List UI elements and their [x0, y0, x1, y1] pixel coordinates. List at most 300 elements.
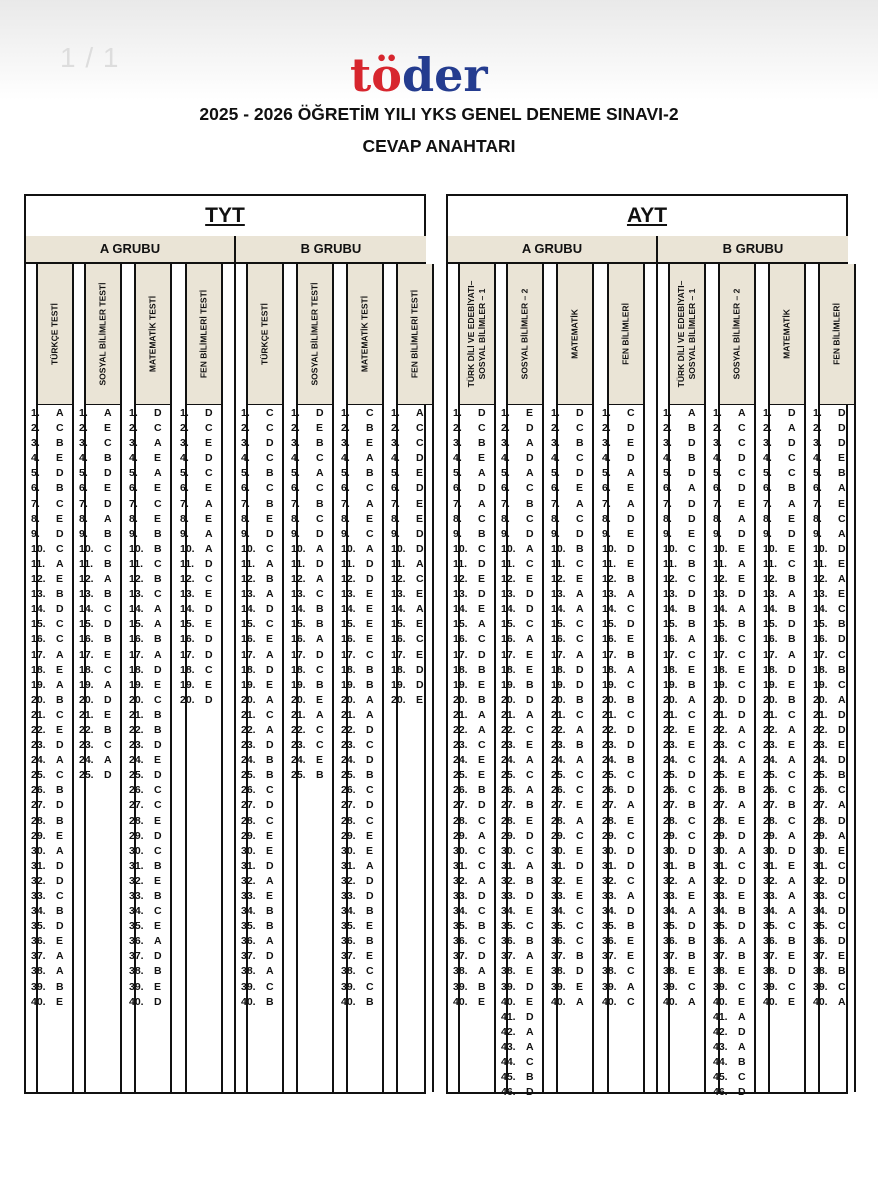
answer-letter: B [266, 995, 274, 1008]
answer-row [291, 738, 341, 753]
answer-letter: D [788, 844, 796, 857]
answer-letter: D [154, 739, 162, 752]
question-number: 35. [341, 920, 356, 933]
answer-row [129, 768, 179, 783]
question-number: 32. [129, 874, 144, 887]
answer-letter: E [316, 422, 324, 435]
question-number: 2. [341, 422, 350, 435]
answer-letter: E [526, 663, 534, 676]
answer-letter: C [526, 769, 534, 782]
answer-letter: C [526, 557, 534, 570]
question-number: 26. [763, 784, 778, 797]
answer-letter: E [366, 950, 374, 963]
answer-row [129, 723, 179, 738]
answer-row [31, 904, 81, 919]
question-number: 11. [602, 557, 617, 570]
question-number: 18. [391, 663, 406, 676]
answer-row [713, 678, 763, 693]
answer-letter: A [576, 814, 584, 827]
answer-row [602, 663, 652, 678]
answer-row [501, 572, 551, 587]
answer-letter: B [266, 920, 274, 933]
question-number: 20. [79, 693, 94, 706]
question-number: 36. [31, 935, 46, 948]
question-number: 44. [501, 1056, 516, 1069]
question-number: 21. [291, 708, 306, 721]
answer-row [663, 844, 713, 859]
answer-letter: D [627, 723, 635, 736]
answer-row [129, 497, 179, 512]
question-number: 39. [31, 980, 46, 993]
question-number: 7. [180, 497, 189, 510]
column-header [609, 264, 643, 405]
question-number: 39. [663, 980, 678, 993]
answer-row [391, 648, 441, 663]
question-number: 26. [453, 784, 468, 797]
answer-letter: B [154, 527, 162, 540]
answer-letter: E [366, 512, 374, 525]
answer-row [79, 451, 129, 466]
question-number: 5. [713, 467, 722, 480]
answer-letter: C [627, 708, 635, 721]
question-number: 21. [241, 708, 256, 721]
question-number: 25. [763, 769, 778, 782]
question-number: 6. [501, 482, 510, 495]
answer-row [31, 889, 81, 904]
question-number: 1. [391, 407, 400, 419]
answer-row [79, 663, 129, 678]
answer-row [341, 481, 391, 496]
answer-letter: D [366, 799, 374, 812]
question-number: 32. [713, 874, 728, 887]
question-number: 38. [763, 965, 778, 978]
answer-letter: D [478, 407, 486, 419]
answer-letter: C [316, 723, 324, 736]
question-number: 33. [453, 890, 468, 902]
answer-row [79, 436, 129, 451]
answer-row [501, 512, 551, 527]
answer-row [31, 919, 81, 934]
answer-letter: A [104, 573, 112, 586]
answer-letter: A [478, 965, 486, 978]
answer-letter: E [316, 693, 324, 706]
column-header [136, 264, 170, 405]
question-number: 38. [129, 965, 144, 978]
answer-row [129, 738, 179, 753]
answer-row [813, 678, 863, 693]
question-number: 12. [341, 573, 356, 586]
answer-row [31, 663, 81, 678]
toder-logo [350, 50, 530, 100]
question-number: 7. [763, 497, 772, 510]
question-number: 17. [129, 648, 144, 661]
answer-row [713, 980, 763, 995]
answer-row [241, 753, 291, 768]
answer-letter: A [576, 497, 584, 510]
answer-row [180, 436, 230, 451]
answer-letter: C [688, 573, 696, 586]
answer-letter: C [838, 678, 846, 691]
answer-row [79, 768, 129, 783]
question-number: 5. [31, 467, 40, 480]
answer-letter: E [627, 557, 635, 570]
answer-row [763, 995, 813, 1010]
answer-row [501, 527, 551, 542]
question-number: 6. [551, 482, 560, 495]
question-number: 25. [551, 769, 566, 782]
question-number: 26. [341, 784, 356, 797]
question-number: 19. [341, 678, 356, 691]
question-number: 39. [813, 980, 828, 993]
answer-row [551, 889, 601, 904]
answer-row [763, 512, 813, 527]
answer-row [501, 753, 551, 768]
question-number: 7. [31, 497, 40, 510]
answer-letter: E [788, 512, 796, 525]
question-number: 32. [763, 874, 778, 887]
answer-letter: E [788, 859, 796, 872]
column-label: MATEMATİK [569, 309, 580, 359]
answer-row [663, 542, 713, 557]
answer-letter: C [788, 708, 796, 721]
question-number: 28. [551, 814, 566, 827]
answer-row [453, 904, 503, 919]
question-number: 37. [663, 950, 678, 963]
answer-row [763, 481, 813, 496]
question-number: 18. [501, 663, 516, 676]
answer-row [813, 527, 863, 542]
question-number: 35. [551, 920, 566, 933]
answer-letter: A [788, 648, 796, 661]
question-number: 4. [129, 452, 138, 465]
answer-letter: A [627, 588, 635, 601]
answer-row [813, 798, 863, 813]
answer-letter: C [266, 542, 274, 555]
answer-letter: A [316, 708, 324, 721]
answer-row [180, 663, 230, 678]
answer-letter: B [266, 754, 274, 767]
question-number: 5. [663, 467, 672, 480]
answer-row [663, 421, 713, 436]
answer-letter: B [576, 739, 584, 752]
answer-letter: B [154, 573, 162, 586]
answer-letter: C [838, 890, 846, 902]
answer-row [602, 919, 652, 934]
answer-row [129, 663, 179, 678]
question-number: 17. [31, 648, 46, 661]
answer-letter: C [266, 618, 274, 631]
question-number: 7. [241, 497, 250, 510]
question-number: 39. [453, 980, 468, 993]
answer-row [291, 708, 341, 723]
answer-letter: E [266, 829, 274, 842]
answer-row [241, 783, 291, 798]
answer-row [551, 663, 601, 678]
answer-letter: C [478, 739, 486, 752]
answer-letter: E [205, 588, 213, 601]
answer-letter: E [154, 920, 162, 933]
answer-letter: D [56, 739, 64, 752]
answer-letter: A [576, 588, 584, 601]
question-number: 46. [713, 1086, 728, 1099]
question-number: 22. [341, 723, 356, 736]
answer-row [341, 995, 391, 1010]
question-number: 23. [813, 739, 828, 752]
answer-row [129, 421, 179, 436]
question-number: 17. [713, 648, 728, 661]
question-number: 29. [453, 829, 468, 842]
answer-row [602, 768, 652, 783]
question-number: 23. [241, 739, 256, 752]
answer-letter: A [526, 1025, 534, 1038]
answer-letter: B [104, 723, 112, 736]
answer-letter: A [366, 542, 374, 555]
answer-letter: A [416, 557, 424, 570]
answer-letter: C [154, 422, 162, 435]
question-number: 23. [31, 739, 46, 752]
answer-row [341, 436, 391, 451]
question-number: 24. [31, 754, 46, 767]
answer-letter: E [154, 980, 162, 993]
answer-letter: B [56, 482, 64, 495]
answer-row [763, 572, 813, 587]
question-number: 31. [31, 859, 46, 872]
answer-letter: C [738, 1071, 746, 1084]
question-number: 36. [341, 935, 356, 948]
answer-row [713, 512, 763, 527]
answer-column [453, 264, 496, 1092]
answer-column [763, 264, 806, 1092]
question-number: 12. [291, 573, 306, 586]
answer-letter: E [56, 723, 64, 736]
answer-letter: A [738, 1010, 746, 1023]
answer-letter: B [56, 784, 64, 797]
question-number: 9. [551, 527, 560, 540]
answer-letter: B [154, 859, 162, 872]
question-number: 36. [501, 935, 516, 948]
answer-letter: C [205, 422, 213, 435]
answer-row [551, 587, 601, 602]
answer-row [453, 678, 503, 693]
answer-row [31, 421, 81, 436]
column-header [820, 264, 854, 405]
question-number: 28. [663, 814, 678, 827]
question-number: 14. [129, 603, 144, 616]
answer-row [602, 874, 652, 889]
answer-row [663, 406, 713, 421]
answer-row [180, 602, 230, 617]
answer-row [241, 874, 291, 889]
answer-letter: A [688, 633, 696, 646]
answer-letter: B [366, 422, 374, 435]
question-number: 30. [31, 844, 46, 857]
answer-letter: C [788, 452, 796, 465]
answer-letter: A [526, 437, 534, 450]
answer-row [763, 587, 813, 602]
answer-letter: A [316, 467, 324, 480]
answer-letter: A [738, 557, 746, 570]
answer-letter: A [738, 512, 746, 525]
answer-row [713, 466, 763, 481]
question-number: 6. [813, 482, 822, 495]
question-number: 6. [180, 482, 189, 495]
answer-row [813, 889, 863, 904]
question-number: 6. [129, 482, 138, 495]
question-number: 14. [501, 603, 516, 616]
question-number: 43. [713, 1040, 728, 1053]
question-number: 11. [31, 557, 46, 570]
answer-list [180, 406, 230, 708]
question-number: 3. [79, 437, 88, 450]
question-number: 20. [602, 693, 617, 706]
question-number: 23. [501, 739, 516, 752]
question-number: 10. [501, 542, 516, 555]
answer-letter: E [205, 437, 213, 450]
answer-letter: B [478, 437, 486, 450]
answer-row [713, 859, 763, 874]
question-number: 11. [813, 557, 828, 570]
answer-letter: D [576, 859, 584, 872]
answer-letter: A [366, 859, 374, 872]
answer-letter: E [788, 542, 796, 555]
question-number: 29. [713, 829, 728, 842]
answer-row [663, 527, 713, 542]
question-number: 7. [501, 497, 510, 510]
question-number: 8. [551, 512, 560, 525]
answer-list [129, 406, 179, 1010]
question-number: 22. [663, 723, 678, 736]
question-number: 12. [129, 573, 144, 586]
answer-letter: E [688, 527, 696, 540]
answer-letter: E [154, 754, 162, 767]
question-number: 30. [341, 844, 356, 857]
answer-row [763, 768, 813, 783]
question-number: 4. [391, 452, 400, 465]
question-number: 12. [551, 573, 566, 586]
answer-letter: B [366, 769, 374, 782]
answer-row [453, 572, 503, 587]
answer-row [341, 617, 391, 632]
answer-letter: C [688, 708, 696, 721]
answer-row [180, 678, 230, 693]
answer-row [663, 995, 713, 1010]
question-number: 31. [501, 859, 516, 872]
question-number: 13. [813, 588, 828, 601]
question-number: 38. [341, 965, 356, 978]
answer-row [31, 602, 81, 617]
answer-row [713, 814, 763, 829]
column-label: TÜRKÇE TESTİ [259, 303, 270, 365]
answer-letter: A [154, 618, 162, 631]
answer-row [663, 738, 713, 753]
answer-letter: C [627, 995, 635, 1008]
answer-row [713, 648, 763, 663]
answer-row [453, 738, 503, 753]
answer-list [79, 406, 129, 783]
answer-row [79, 557, 129, 572]
answer-letter: C [205, 573, 213, 586]
answer-row [341, 783, 391, 798]
answer-row [291, 617, 341, 632]
question-number: 2. [129, 422, 138, 435]
question-number: 25. [341, 769, 356, 782]
question-number: 8. [453, 512, 462, 525]
answer-row [79, 542, 129, 557]
answer-letter: A [788, 497, 796, 510]
answer-row [602, 421, 652, 436]
question-number: 40. [813, 995, 828, 1008]
answer-row [180, 512, 230, 527]
answer-letter: E [788, 950, 796, 963]
answer-letter: D [788, 527, 796, 540]
answer-list [602, 406, 652, 1010]
question-number: 22. [31, 723, 46, 736]
answer-letter: C [416, 573, 424, 586]
question-number: 2. [602, 422, 611, 435]
question-number: 4. [291, 452, 300, 465]
answer-letter: D [154, 769, 162, 782]
question-number: 17. [180, 648, 195, 661]
answer-letter: A [788, 754, 796, 767]
answer-letter: D [738, 527, 746, 540]
answer-letter: D [266, 663, 274, 676]
question-number: 23. [551, 739, 566, 752]
answer-row [763, 663, 813, 678]
answer-letter: A [576, 995, 584, 1008]
answer-row [291, 663, 341, 678]
answer-letter: C [738, 980, 746, 993]
answer-letter: A [738, 407, 746, 419]
answer-row [129, 889, 179, 904]
answer-row [551, 693, 601, 708]
question-number: 17. [79, 648, 94, 661]
question-number: 33. [341, 890, 356, 902]
answer-letter: C [56, 769, 64, 782]
answer-row [713, 421, 763, 436]
column-header [348, 264, 382, 405]
question-number: 25. [291, 769, 306, 782]
question-number: 38. [31, 965, 46, 978]
question-number: 36. [713, 935, 728, 948]
answer-row [663, 874, 713, 889]
answer-letter: B [316, 618, 324, 631]
question-number: 17. [341, 648, 356, 661]
answer-row [31, 768, 81, 783]
answer-letter: B [154, 965, 162, 978]
answer-letter: A [627, 980, 635, 993]
question-number: 3. [663, 437, 672, 450]
answer-letter: C [738, 467, 746, 480]
answer-row [31, 527, 81, 542]
answer-list [663, 406, 713, 1010]
answer-letter: D [154, 995, 162, 1008]
question-number: 29. [129, 829, 144, 842]
answer-row [602, 980, 652, 995]
answer-letter: B [478, 784, 486, 797]
question-number: 38. [501, 965, 516, 978]
answer-letter: D [316, 648, 324, 661]
question-number: 36. [763, 935, 778, 948]
answer-row [501, 708, 551, 723]
answer-letter: D [526, 890, 534, 902]
question-number: 10. [241, 542, 256, 555]
answer-row [713, 602, 763, 617]
answer-letter: E [478, 603, 486, 616]
answer-letter: D [526, 603, 534, 616]
question-number: 12. [180, 573, 195, 586]
answer-row [79, 738, 129, 753]
answer-letter: B [56, 588, 64, 601]
